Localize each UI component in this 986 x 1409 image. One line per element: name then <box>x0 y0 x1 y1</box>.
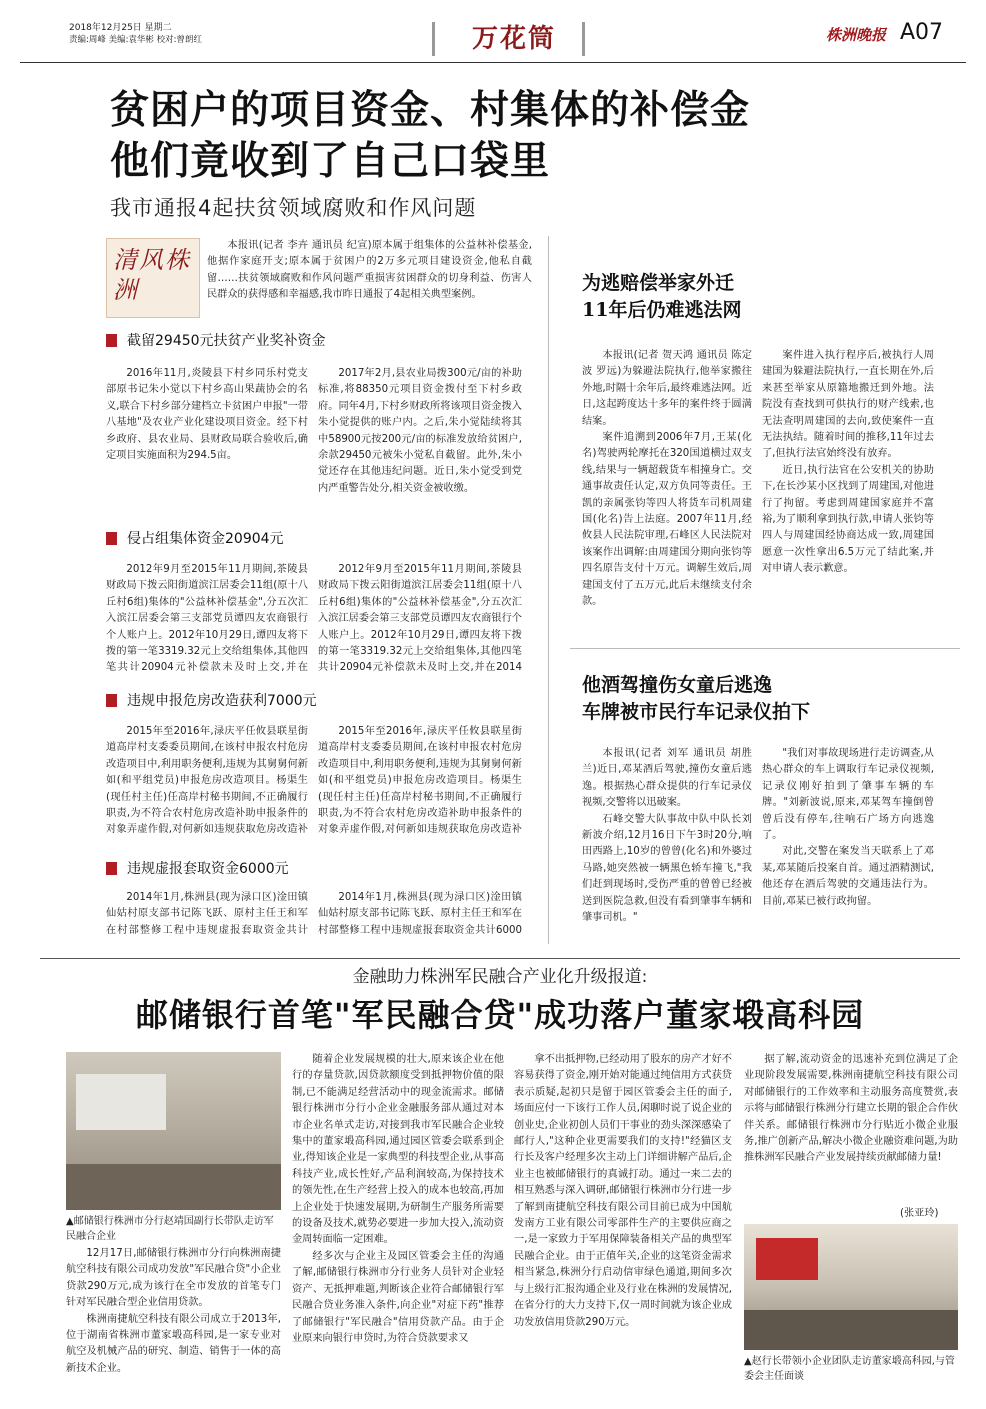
meeting-table <box>66 1164 281 1210</box>
lead-title-line-1: 贫困户的项目资金、村集体的补偿金 <box>110 88 751 133</box>
editor-credits: 责编:周峰 美编:袁华彬 校对:曾朗红 <box>69 35 202 45</box>
newspaper-logo: 株洲晚报 <box>826 26 887 44</box>
story3-title-line-1: 他酒驾撞伤女童后逃逸 <box>582 674 773 696</box>
red-marker <box>106 334 117 347</box>
case-4-col-2: 2014年1月,株洲县(现为渌口区)淦田镇仙姑村原支部书记陈飞跃、原村主任王和军在村部整修工程中违规虚报套取资金共计6000 <box>318 892 522 936</box>
case-1-heading: 截留29450元扶贫产业奖补资金 <box>106 330 326 350</box>
bank-kicker: 金融助力株洲军民融合产业化升级报道: <box>352 967 648 987</box>
case-2-heading: 侵占组集体资金20904元 <box>106 528 284 548</box>
case-2-col-2: 2012年9月至2015年11月期间,茶陵县财政局下拨云阳街道滨江居委会11组(原十八丘村6组)集体的"公益林补偿基金",分五次汇入滨江居委会第三支部党员谭四友农商银行个人账户上。2012年10月29日,谭四友将下拨的第一笔3319.32元上交给组集体,其他四笔共计20904元补偿款未及时上交,并在2014 <box>318 564 522 674</box>
story2-col-1: 本报讯(记者 贺天鸿 通讯员 陈定波 罗远)为躲避法院执行,他举家搬往外地,时隔十余年后,最终难逃法网。近日,这起跨度达十多年的案件终于圆满结案。 案件追溯到2006年7月,王某(化名)驾驶两轮摩托在320国道横过双支线,结果与一辆超载货车相撞身亡。交通事故责任认定,双方负同等责任。王凯的亲属张钧等四人将货车司机周建国(化名)告上法庭。2007年11月,经攸县人民法院审理,石峰区人民法院对该案作出调解:由周建国分期向张钧等四名原告支付十万元。调解生效后,周建国支付了五万元,此后未继续支付余款。 <box>582 350 752 608</box>
bank-col-3: 拿不出抵押物,已经动用了股东的房产才好不容易获得了资金,刚开始对能通过纯信用方式获贷表示质疑,起初只是留于园区管委会主任的面子,场面应付一下该行工作人员,闲聊时说了说企业的创业史,企业初创人员们干事业的劲头深深感染了邮行人,"这种企业更需要我们的支持!"经猫区支行长及客户经理多次主动上门详细讲解产品后,企业主也被邮储银行的真诚打动。通过一来二去的相互熟悉与深入调研,邮储银行株洲市分行进一步了解到南捷航空科技有限公司目前已成为中国航发南方工业有限公司零部件生产的主要供应商之一,是一家致力于军用保障装备相关产品的典型军民融合企业。由于正值年关,企业的这笔资金需求相当紧急,株洲分行启动信审绿色通道,期间多次与上级行汇报沟通企业及行业在株洲的发展情况,在省分行的大力支持下,仅一周时间就为该企业成功发放信用贷款290万元。 <box>514 1054 732 1328</box>
header-divider <box>432 22 435 56</box>
photo-1-caption: ▲邮储银行株洲市分行赵靖国副行长带队走访军民融合企业 <box>66 1216 274 1242</box>
lead-intro: 本报讯(记者 李卉 通讯员 纪宣)原本属于组集体的公益林补偿基金,他据作家庭开支;原本属于贫困户的2万多元项目建设资金,他私自截留……扶贫领域腐败和作风问题严重损害贫困群众的切身利益、伤害人民群众的获得感和幸福感,我市昨日通报了4起相关典型案例。 <box>207 240 532 301</box>
story-divider <box>570 648 960 649</box>
case-1-col-2: 2017年2月,县农业局拨300元/亩的补助标准,将88350元项目资金拨付至下村乡政府。同年4月,下村乡财政所将该项目资金拨入朱小觉提供的账户内。之后,朱小觉陆续将其中58900元按200元/亩的标准发放给贫困户,余款29450元被朱小觉私自截留。此外,朱小觉还存在其他违纪问题。近日,朱小觉受到党内严重警告处分,相关资金被收缴。 <box>318 368 522 494</box>
header-divider <box>582 22 585 56</box>
story2-title-line-2: 11年后仍难逃法网 <box>582 299 742 321</box>
case-1-col-1: 2016年11月,炎陵县下村乡同乐村党支部原书记朱小觉以下村乡高山果蔬协会的名义,联合下村乡部分建档立卡贫困户申报"一带八基地"及农业产业化建设项目资金。经下村乡政府、县农业局、县财政局联合验收后,确定项目实施面积为294.5亩。 <box>106 368 308 462</box>
meeting-photo-2 <box>744 1224 958 1350</box>
party-banner <box>756 1238 818 1280</box>
meeting-table <box>744 1310 958 1350</box>
column-divider <box>548 236 549 944</box>
bank-title: 邮储银行首笔"军民融合贷"成功落户董家塅高科园 <box>135 996 865 1034</box>
case-4-heading: 违规虚报套取资金6000元 <box>106 858 289 878</box>
lead-title-line-2: 他们竟收到了自己口袋里 <box>110 139 551 184</box>
section-title: 万花筒 <box>471 24 556 54</box>
seal-text: 清风株洲 <box>113 246 191 304</box>
header-rule <box>20 62 966 63</box>
red-marker <box>106 694 117 707</box>
section-rule <box>40 958 960 959</box>
case-3-col-1: 2015年至2016年,渌庆平任攸县联星街道高岸村支委委员期间,在该村申报农村危房改造项目中,利用职务便利,违规为其舅舅何新如(和平组党员)申报危房改造项目。杨渠生(现任村主任)任高岸村秘书期间,不正确履行职责,为不符合农村危房改造补助申报条件的对象弄虚作假,对何新如违规获取危房改造补 <box>106 726 308 836</box>
story3-title-line-2: 车牌被市民行车记录仪拍下 <box>582 701 811 723</box>
meeting-photo-1 <box>66 1052 281 1210</box>
case-3-heading: 违规申报危房改造获利7000元 <box>106 690 317 710</box>
story3-col-2: "我们对事故现场进行走访调查,从热心群众的车上调取行车记录仪视频,记录仪刚好拍到了肇事车辆的车牌。"刘新波说,原来,邓某驾车撞倒曾曾后没有停车,往响石广场方向逃逸了。 对此,交警在案发当天联系上了邓某,邓某随后投案自首。通过酒精测试,他还存在酒后驾驶的交通违法行为。目前,邓某已被行政拘留。 <box>762 748 934 907</box>
red-marker <box>106 532 117 545</box>
page-number: A07 <box>900 20 944 45</box>
bank-col-1: 12月17日,邮储银行株洲市分行向株洲南捷航空科技有限公司成功发放"军民融合贷"小企业贷款290万元,成为该行在全市发放的首笔专门针对军民融合型企业信用贷款。 株洲南捷航空科技有限公司成立于2013年,位于湖南省株洲市董家塅高科园,是一家专业对航空及机械产品的研究、制造、销售于一体的高新技术企业。 <box>66 1248 281 1374</box>
lead-subtitle: 我市通报4起扶贫领域腐败和作风问题 <box>110 196 477 220</box>
story3-col-1: 本报讯(记者 刘军 通讯员 胡胜兰)近日,邓某酒后驾驶,撞伤女童后逃逸。根据热心群众提供的行车记录仪视频,交警将以迅破案。 石峰交警大队事故中队中队长刘新波介绍,12月16日下午3时20分,响田西路上,10岁的曾曾(化名)和外婆过马路,她突然被一辆黑色轿车撞飞,"我们赶到现场时,受伤严重的曾曾已经被送到医院急救,但没有看到肇事车辆和肇事司机。" <box>582 748 752 924</box>
bank-byline: (张亚玲) <box>900 1208 939 1219</box>
red-marker <box>106 862 117 875</box>
issue-date: 2018年12月25日 星期二 <box>69 23 172 33</box>
case-4-col-1: 2014年1月,株洲县(现为渌口区)淦田镇仙姑村原支部书记陈飞跃、原村主任王和军在村部整修工程中违规虚报套取资金共计 <box>106 892 308 936</box>
bank-col-2: 随着企业发展规模的壮大,原来该企业在他行的存量贷款,因贷款额度受到抵押物价值的限制,已不能满足经营活动中的现金流需求。邮储银行株洲市分行小企业金融服务部从通过对本市企业名单式走访,对接到我市军民融合企业较集中的董家塅高科园,通过园区管委会联系到企业,得知该企业是一家典型的科技型企业,从事高科技产业,成长性好,产品利润较高,为保持技术的领先性,在生产经营上投入的成本也较高,再加上企业处于快速发展期,为研制生产服务所需要的设备及技术,就势必要进一步加大投入,流动资金周转面临一定困难。 经多次与企业主及园区管委会主任的沟通了解,邮储银行株洲市分行业务人员针对企业轻资产、无抵押难题,判断该企业符合邮储银行军民融合贷业务准入条件,向企业"对症下药"推荐了邮储银行"军民融合"信用贷款产品。由于企业原来向银行申贷时,为符合贷款要求又 <box>292 1054 504 1344</box>
bank-col-4: 据了解,流动资金的迅速补充到位满足了企业现阶段发展需要,株洲南捷航空科技有限公司对邮储银行的工作效率和主动服务高度赞赏,表示将与邮储银行株洲分行建立长期的银企合作伙伴关系。邮储银行株洲市分行贴近小微企业服务,推广创新产品,解决小微企业融资难问题,为助推株洲军民融合产业发展持续贡献邮储力量! <box>744 1054 958 1164</box>
case-3-col-2: 2015年至2016年,渌庆平任攸县联星街道高岸村支委委员期间,在该村申报农村危房改造项目中,利用职务便利,违规为其舅舅何新如(和平组党员)申报危房改造项目。杨渠生(现任村主任)任高岸村秘书期间,不正确履行职责,为不符合农村危房改造补助申报条件的对象弄虚作假,对何新如违规获取危房改造补 <box>318 726 522 836</box>
clean-wind-seal <box>106 238 200 318</box>
photo-2-caption: ▲赵行长带领小企业团队走访董家塅高科园,与管委会主任面谈 <box>744 1356 955 1382</box>
story2-col-2: 案件进入执行程序后,被执行人周建国为躲避法院执行,一直长期在外,后来甚至举家从原籍地搬迁到外地。法院没有查找到可供执行的财产线索,也无法查明周建国的去向,致使案件一直无法执结。随着时间的推移,11年过去了,但执行法官始终没有放弃。 近日,执行法官在公安机关的协助下,在长沙某小区找到了周建国,对他进行了拘留。考虑到周建国家庭并不富裕,为了顺利拿到执行款,申请人张钧等四人与周建国经协商达成一致,周建国愿意一次性拿出6.5万元了结此案,并对申请人表示歉意。 <box>762 350 934 575</box>
projector-screen <box>76 1074 166 1130</box>
case-2-col-1: 2012年9月至2015年11月期间,茶陵县财政局下拨云阳街道滨江居委会11组(原十八丘村6组)集体的"公益林补偿基金",分五次汇入滨江居委会第三支部党员谭四友农商银行个人账户上。2012年10月29日,谭四友将下拨的第一笔3319.32元上交给组集体,其他四笔共计20904元补偿款未及时上交,并在 <box>106 564 308 674</box>
story2-title-line-1: 为逃赔偿举家外迁 <box>582 272 735 294</box>
